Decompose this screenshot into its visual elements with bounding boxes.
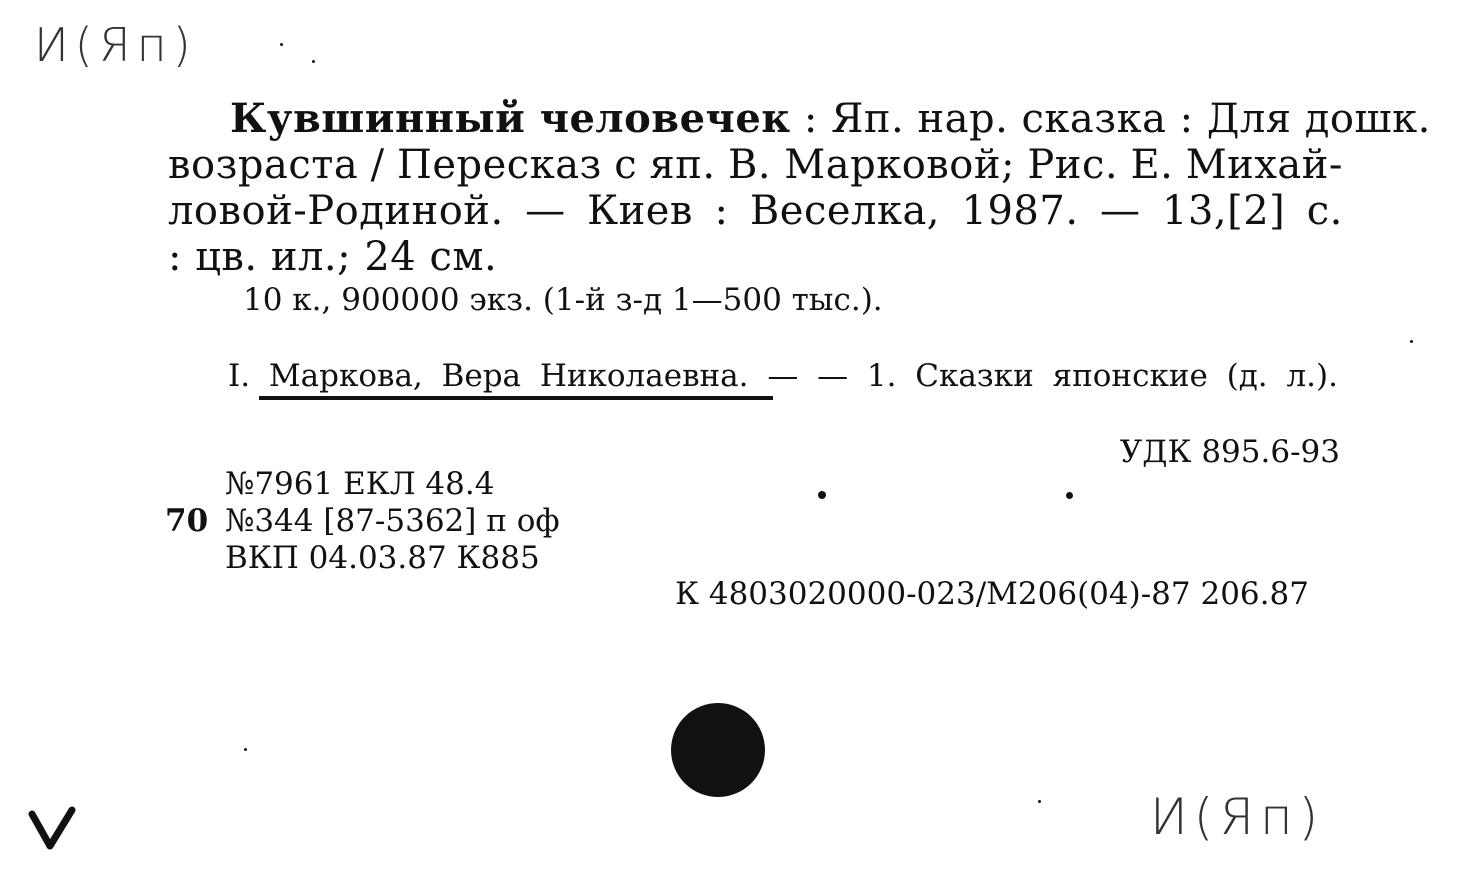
- speck-dot: [244, 748, 247, 751]
- bibliographic-entry: [168, 95, 1431, 280]
- entry-line-3: ловой-Родиной. — Киев : Веселка, 1987. — 13,[2] с.: [168, 188, 1343, 234]
- punch-hole: [671, 703, 765, 797]
- k-code: К 4803020000-023/М206(04)-87 206.87: [675, 576, 1309, 612]
- entry-line-2: возраста / Пересказ с яп. В. Марковой; Рис. Е. Михай-: [168, 142, 1343, 188]
- speck-dot: [818, 491, 826, 499]
- speck-dot: [1066, 492, 1073, 499]
- speck-dot: [280, 43, 283, 46]
- speck-dot: [312, 60, 315, 63]
- handwritten-shelf-mark-top: И(Яп): [34, 18, 197, 72]
- codes-row-2: 70 №344 [87-5362] п оф: [165, 503, 560, 539]
- speck-dot: [1410, 340, 1413, 343]
- codes-lead-number: 70: [165, 503, 209, 539]
- tracing-line: I. Маркова, Вера Николаевна. — — 1. Сказки японские (д. л.).: [228, 358, 1338, 394]
- codes-row-3: ВКП 04.03.87 К885: [225, 540, 540, 576]
- title-continuation: : Яп. нар. сказка : Для дошк.: [790, 96, 1431, 142]
- entry-line-4: : цв. ил.; 24 см.: [168, 234, 498, 280]
- handwritten-underline: [259, 396, 773, 400]
- edition-notes: 10 к., 900000 экз. (1-й з-д 1—500 тыс.).: [243, 282, 883, 318]
- speck-dot: [1038, 800, 1041, 803]
- udk-code: УДК 895.6-93: [1119, 434, 1340, 470]
- handwritten-shelf-mark-bottom: И(Яп): [1150, 788, 1325, 846]
- book-title: Кувшинный человечек: [230, 95, 791, 142]
- codes-row-1: №7961 ЕКЛ 48.4: [225, 466, 495, 502]
- check-mark-icon: [28, 806, 78, 852]
- catalog-codes: [165, 466, 560, 577]
